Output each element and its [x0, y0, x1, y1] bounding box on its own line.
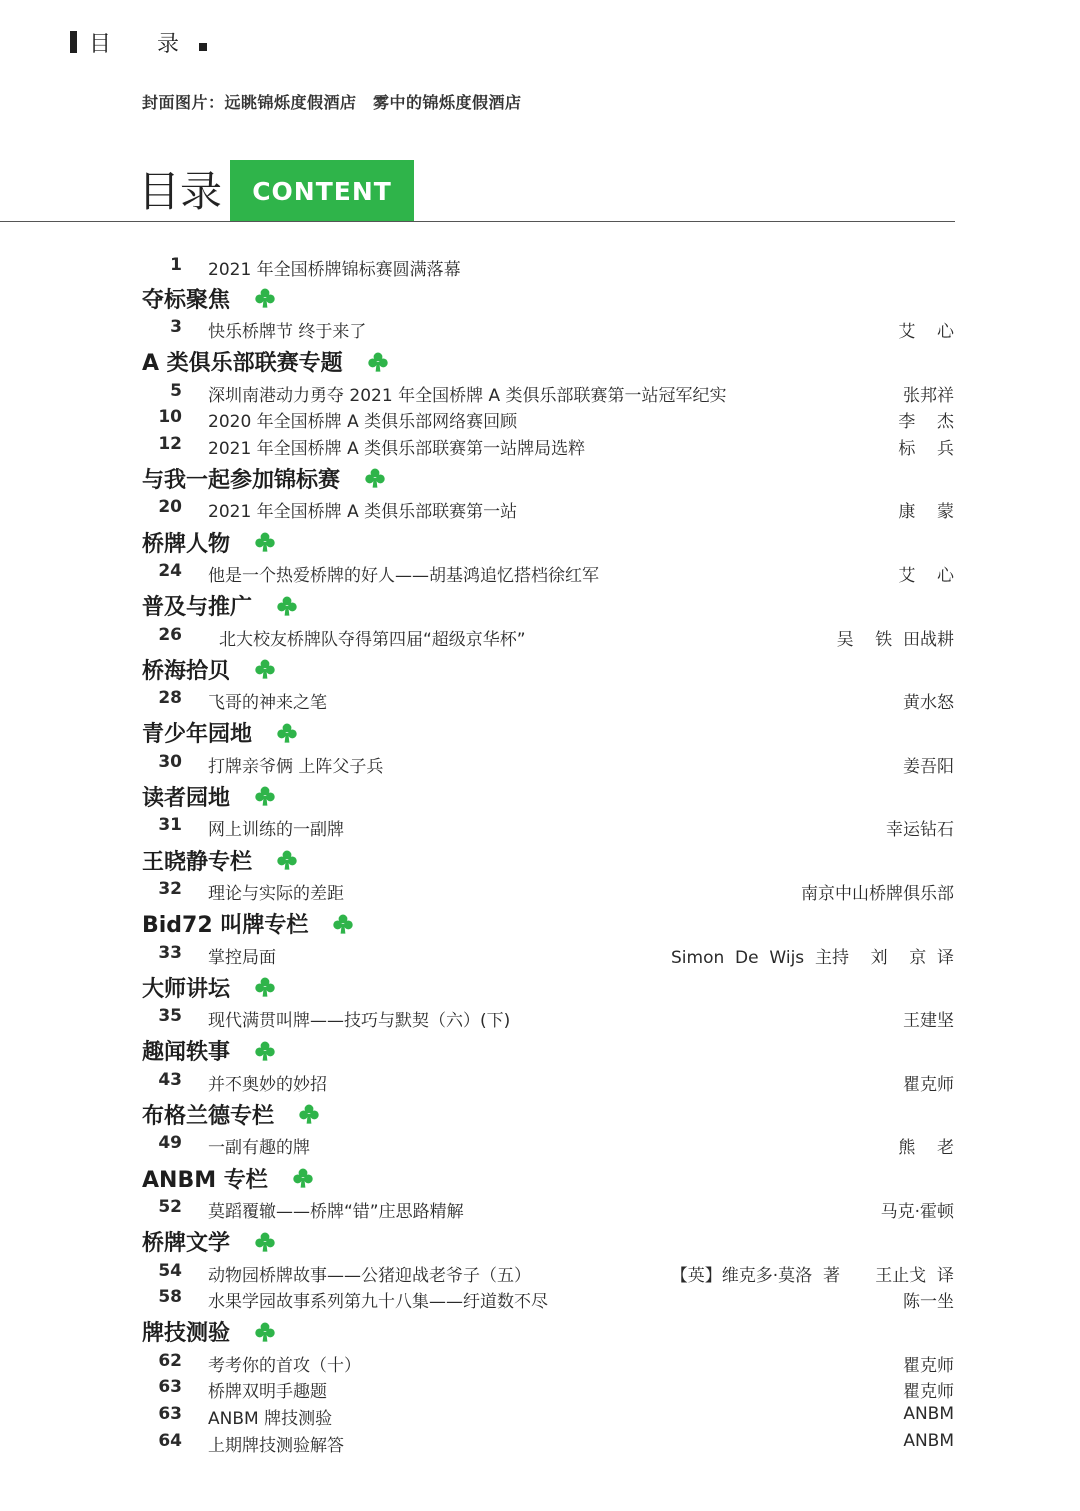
entry-author: 李 杰	[898, 412, 954, 433]
entry-author: 王止戈 译	[875, 1265, 954, 1286]
entry-author: 吴 铁 田战耕	[836, 629, 954, 650]
entry-page-number: 30	[158, 751, 182, 772]
entry-title: 深圳南港动力勇夺 2021 年全国桥牌 A 类俱乐部联赛第一站冠军纪实	[208, 385, 727, 406]
club-icon	[254, 1231, 276, 1253]
toc-entry[interactable]	[0, 255, 1080, 279]
section-title: 牌技测验	[142, 1321, 231, 1347]
entry-page-number: 58	[158, 1287, 182, 1308]
toc-entry[interactable]	[0, 1133, 1080, 1157]
toc-entry[interactable]	[0, 879, 1080, 903]
toc-entry[interactable]	[0, 317, 1080, 341]
toc-entry[interactable]	[0, 1377, 1080, 1401]
entry-title: 现代满贯叫牌——技巧与默契（六）(下)	[208, 1011, 511, 1032]
entry-title: 他是一个热爱桥牌的好人——胡基鸿追忆搭档徐红军	[208, 566, 599, 586]
toc-section-heading	[142, 591, 298, 621]
toc-entry[interactable]	[0, 1261, 1080, 1285]
entry-title: 并不奥妙的妙招	[208, 1074, 327, 1095]
entry-title: 2021 年全国桥牌 A 类俱乐部联赛第一站牌局选粹	[208, 438, 586, 459]
entry-author: ANBM	[903, 1430, 954, 1451]
entry-page-number: 63	[158, 1377, 182, 1398]
section-title: 趣闻轶事	[142, 1040, 231, 1066]
toc-entry[interactable]	[0, 1404, 1080, 1428]
toc-section-heading	[142, 718, 298, 748]
entry-page-number: 35	[158, 1006, 182, 1027]
toc-section-heading	[142, 972, 276, 1002]
club-icon	[254, 785, 276, 807]
entry-title: ANBM 牌技测验	[208, 1409, 333, 1429]
content-badge: CONTENT	[230, 160, 414, 222]
section-title: 桥牌人物	[142, 531, 231, 557]
toc-entry[interactable]	[0, 815, 1080, 839]
section-title: 桥牌文学	[142, 1231, 231, 1257]
entry-page-number: 63	[158, 1404, 182, 1424]
section-title: 布格兰德专栏	[142, 1103, 275, 1129]
entry-author: 康 蒙	[898, 502, 954, 523]
entry-title: 桥牌双明手趣题	[208, 1382, 327, 1403]
entry-title: 快乐桥牌节 终于来了	[208, 322, 367, 342]
entry-title: 考考你的首攻（十）	[208, 1355, 361, 1376]
entry-title: 2020 年全国桥牌 A 类俱乐部网络赛回顾	[208, 412, 518, 433]
entry-title: 网上训练的一副牌	[208, 820, 344, 841]
section-title: 桥海拾贝	[142, 658, 231, 684]
toc-section-heading	[142, 1227, 276, 1257]
entry-author: 陈一坐	[903, 1292, 954, 1313]
section-title: 青少年园地	[142, 722, 253, 748]
entry-author: 瞿克师	[903, 1382, 954, 1403]
toc-section-heading	[142, 781, 276, 811]
entry-author: 艾 心	[898, 322, 954, 342]
toc-entry[interactable]	[0, 561, 1080, 585]
toc-entry[interactable]	[0, 688, 1080, 712]
entry-title: 理论与实际的差距	[208, 884, 344, 904]
entry-page-number: 33	[158, 942, 182, 963]
toc-section-heading	[142, 527, 276, 557]
section-title: 读者园地	[142, 785, 231, 811]
club-icon	[367, 351, 389, 373]
club-icon	[254, 1321, 276, 1343]
entry-author: 南京中山桥牌俱乐部	[801, 884, 954, 904]
entry-author: 幸运钻石	[886, 820, 954, 841]
section-title: A 类俱乐部联赛专题	[142, 351, 343, 377]
toc-section-heading	[142, 283, 276, 313]
toc-entry[interactable]	[0, 497, 1080, 521]
entry-title: 动物园桥牌故事——公猪迎战老爷子（五）	[208, 1265, 531, 1286]
entry-title: 上期牌技测验解答	[208, 1435, 344, 1456]
toc-title: 目录	[138, 167, 223, 216]
club-icon	[332, 913, 354, 935]
entry-author: 艾 心	[898, 566, 954, 586]
entry-author: 标 兵	[898, 438, 954, 459]
toc-entry[interactable]	[0, 943, 1080, 967]
toc-entry[interactable]	[0, 1006, 1080, 1030]
entry-title: 2021 年全国桥牌锦标赛圆满落幕	[208, 260, 461, 280]
section-title: 与我一起参加锦标赛	[142, 467, 341, 493]
entry-author: 瞿克师	[903, 1074, 954, 1095]
toc-section-heading	[142, 909, 354, 939]
entry-author: 瞿克师	[903, 1355, 954, 1376]
entry-author: ANBM	[903, 1404, 954, 1424]
club-icon	[298, 1103, 320, 1125]
toc-entry[interactable]	[0, 1351, 1080, 1375]
entry-title: 北大校友桥牌队夺得第四届“超级京华杯”	[219, 629, 526, 650]
entry-author: 熊 老	[898, 1138, 954, 1159]
entry-page-number: 52	[158, 1197, 182, 1217]
entry-page-number: 31	[158, 815, 182, 836]
club-icon	[254, 658, 276, 680]
section-title: ANBM 专栏	[142, 1167, 268, 1193]
entry-page-number: 10	[158, 407, 182, 428]
section-title: 王晓静专栏	[142, 849, 253, 875]
entry-page-number: 3	[170, 317, 182, 337]
entry-page-number: 43	[158, 1069, 182, 1090]
club-icon	[292, 1167, 314, 1189]
entry-title: 掌控局面	[208, 947, 276, 968]
entry-page-number: 49	[158, 1133, 182, 1154]
entry-page-number: 28	[158, 688, 182, 709]
toc-entry[interactable]	[0, 1197, 1080, 1221]
toc-section-heading	[142, 654, 276, 684]
section-title: 大师讲坛	[142, 976, 231, 1002]
header-right-char: 录	[157, 31, 182, 57]
toc-section-heading	[142, 347, 389, 377]
entry-author: 黄水怒	[903, 693, 954, 714]
toc-section-heading	[142, 1163, 314, 1193]
club-icon	[364, 467, 386, 489]
club-icon	[276, 849, 298, 871]
toc-entry[interactable]	[0, 752, 1080, 776]
entry-title: 一副有趣的牌	[208, 1138, 310, 1159]
entry-page-number: 32	[158, 879, 182, 899]
toc-entry[interactable]	[0, 407, 1080, 431]
entry-title: 打牌亲爷俩 上阵父子兵	[208, 756, 384, 777]
toc-section-heading	[142, 1099, 320, 1129]
toc-entry[interactable]	[0, 434, 1080, 458]
entry-page-number: 26	[158, 624, 182, 645]
toc-entry[interactable]	[0, 1287, 1080, 1311]
section-title: 普及与推广	[142, 595, 253, 621]
entry-author: 姜吾阳	[903, 756, 954, 777]
toc-section-heading	[142, 1317, 276, 1347]
cover-caption: 封面图片：远眺锦烁度假酒店 雾中的锦烁度假酒店	[142, 93, 522, 112]
entry-author: 马克·霍顿	[880, 1202, 954, 1222]
entry-title: 莫蹈覆辙——桥牌“错”庄思路精解	[208, 1202, 464, 1222]
club-icon	[254, 976, 276, 998]
club-icon	[276, 595, 298, 617]
toc-entry[interactable]	[0, 381, 1080, 405]
entry-page-number: 12	[158, 433, 182, 454]
club-icon	[276, 722, 298, 744]
club-icon	[254, 287, 276, 309]
toc-section-heading	[142, 463, 386, 493]
toc-entry[interactable]	[0, 1431, 1080, 1455]
toc-section-heading	[142, 845, 298, 875]
section-title: 夺标聚焦	[142, 287, 231, 313]
entry-author: 王建坚	[903, 1011, 954, 1032]
header-left-char: 目	[89, 31, 114, 57]
entry-page-number: 62	[158, 1350, 182, 1371]
entry-title: 飞哥的神来之笔	[208, 693, 327, 714]
entry-title: 2021 年全国桥牌 A 类俱乐部联赛第一站	[208, 502, 518, 523]
club-icon	[254, 531, 276, 553]
entry-page-number: 20	[158, 497, 182, 518]
entry-page-number: 1	[170, 255, 182, 275]
entry-original-author: 【英】维克多·莫洛 著	[670, 1265, 840, 1286]
club-icon	[254, 1040, 276, 1062]
entry-page-number: 64	[158, 1430, 182, 1451]
entry-author: Simon De Wijs 主持 刘 京 译	[671, 947, 954, 968]
entry-page-number: 54	[158, 1260, 182, 1281]
entry-page-number: 24	[158, 561, 182, 581]
section-title: Bid72 叫牌专栏	[142, 913, 309, 939]
toc-section-heading	[142, 1036, 276, 1066]
toc-entry[interactable]	[0, 1070, 1080, 1094]
entry-title: 水果学园故事系列第九十八集——纡道数不尽	[208, 1292, 548, 1313]
entry-page-number: 5	[170, 380, 182, 401]
toc-entry[interactable]	[0, 625, 1080, 649]
entry-author: 张邦祥	[903, 385, 954, 406]
